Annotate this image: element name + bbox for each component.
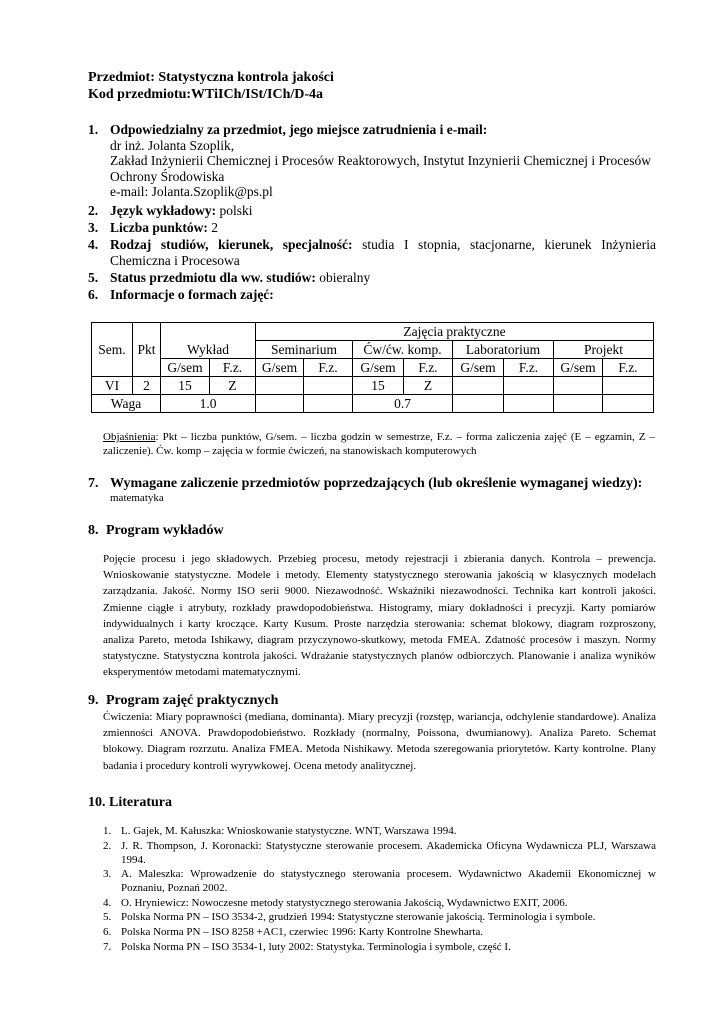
header-sem: Sem.	[92, 323, 133, 377]
section-4	[88, 237, 656, 268]
section-3-number: 3.	[88, 220, 99, 235]
row-wyklad-gsem: 15	[161, 377, 210, 395]
explanation-text: : Pkt – liczba punktów, G/sem. – liczba godzin w semestrze, F.z. – forma zaliczenia zajęć (E – egzamin, Z – zaliczenie). Ćw. komp – zajęcia w formie ćwiczeń, na stanowiskach komputerowych	[103, 431, 655, 457]
course-forms-table	[91, 322, 654, 413]
list-item-number: 4.	[103, 896, 112, 909]
list-item-text: Polska Norma PN – ISO 3534-2, grudzień 1994: Statystyczne sterowanie jakością. Terminologia i symbole.	[121, 911, 596, 924]
row-pkt: 2	[133, 377, 161, 395]
waga-empty-2	[304, 395, 353, 413]
list-item-text: Polska Norma PN – ISO 8258 +AC1, czerwiec 1996: Karty Kontrolne Shewharta.	[121, 925, 484, 938]
list-item	[103, 824, 656, 838]
list-item	[103, 910, 656, 924]
section-4-value: studia I stopnia, stacjonarne, kierunek Inżynieria Chemiczna i Procesowa	[110, 237, 656, 268]
cwiczenia-fz-header: F.z.	[404, 359, 453, 377]
section-5-value: obieralny	[315, 270, 371, 285]
header-zajecia-praktyczne: Zajęcia praktyczne	[256, 323, 654, 341]
waga-empty-5	[554, 395, 603, 413]
section-9-number: 9.	[88, 693, 99, 708]
row-laboratorium-gsem	[453, 377, 504, 395]
lecturer-email: e-mail: Jolanta.Szoplik@ps.pl	[110, 184, 273, 200]
waga-empty-3	[453, 395, 504, 413]
section-6-number: 6.	[88, 287, 99, 302]
section-1-number: 1.	[88, 122, 99, 137]
seminarium-fz-header: F.z.	[304, 359, 353, 377]
row-seminarium-fz	[304, 377, 353, 395]
section-2	[88, 203, 656, 219]
subject-title: Przedmiot: Statystyczna kontrola jakości	[88, 70, 334, 85]
list-item-number: 6.	[103, 925, 112, 938]
section-3-value: 2	[207, 220, 219, 235]
section-9-label: Program zajęć praktycznych	[106, 693, 279, 708]
section-10-heading	[88, 794, 172, 811]
waga-praktyczne: 0.7	[353, 395, 453, 413]
section-7	[88, 476, 656, 505]
projekt-gsem-header: G/sem	[554, 359, 603, 377]
section-5	[88, 270, 656, 286]
projekt-fz-header: F.z.	[603, 359, 654, 377]
literature-list	[103, 824, 656, 954]
header-projekt: Projekt	[554, 341, 654, 359]
list-item-number: 1.	[103, 825, 112, 837]
section-1-label: Odpowiedzialny za przedmiot, jego miejsce zatrudnienia i e-mail:	[110, 122, 488, 137]
section-10-label: Literatura	[109, 795, 172, 810]
waga-wyklad: 1.0	[161, 395, 256, 413]
header-cwiczenia: Ćw/ćw. komp.	[353, 341, 453, 359]
list-item	[103, 896, 656, 910]
section-6	[88, 287, 656, 303]
section-10-number: 10.	[88, 795, 106, 810]
lecture-program-text: Pojęcie procesu i jego składowych. Przebieg procesu, metody rejestracji i zbierania danych. Kontrola – prewencja. Wnioskowanie statystyczne. Modele i metody. Elementy statystycznego sterowania jakością w klasycznych modelach zarządzania. Jakość. Normy ISO serii 9000. Niezawodność. Wskaźniki niezawodności. Technika kart kontroli jakości. Zmienne ciągłe i atrybuty, rozkłady prawdopodobieństwa. Histogramy, miary dokładności i precyzji. Karty pomiarów indywidualnych i karty kroczące. Karty Kusum. Proste narzędzia sterowania: schemat blokowy, diagram rozproszony, analiza Pareto, metoda Ishikawy, diagram przyczynowo-skutkowy, metoda FMEA. Zdatność procesów i maszyn. Normy statystyczne. Statystyczna kontrola jakości. Wdrażanie statystycznych planów odbiorczych. Planowanie i analiza wyników eksperymentów metodami matematycznymi.	[103, 553, 656, 679]
list-item	[103, 925, 656, 939]
waga-empty-4	[504, 395, 554, 413]
practical-program-text: Ćwiczenia: Miary poprawności (mediana, dominanta). Miary precyzji (rozstęp, wariancja, odchylenie standardowe). Analiza zmienności ANOVA. Prawdopodobieństwo. Rozkłady (normalny, Poissona, dwumianowy). Analiza Pareto. Schemat blokowy. Diagram rozrzutu. Analiza FMEA. Metoda Nishikawy. Metoda szeregowania priorytetów. Karty kontrolne. Plany badania i procedury kontroli wyrywkowej. Ocena metody analitycznej.	[103, 711, 656, 772]
section-1	[88, 122, 656, 200]
row-sem: VI	[92, 377, 133, 395]
list-item-text: J. R. Thompson, J. Koronacki: Statystyczne sterowanie procesem. Akademicka Oficyna Wydawnicza PLJ, Warszawa 1994.	[121, 839, 656, 866]
wyklad-fz-header: F.z.	[210, 359, 256, 377]
wyklad-gsem-header: G/sem	[161, 359, 210, 377]
section-2-number: 2.	[88, 203, 99, 218]
header-seminarium: Seminarium	[256, 341, 353, 359]
lecturer-name: dr inż. Jolanta Szoplik,	[110, 137, 235, 153]
cwiczenia-gsem-header: G/sem	[353, 359, 404, 377]
list-item-number: 2.	[103, 839, 112, 852]
header-wyklad: Wykład	[161, 323, 256, 359]
list-item-text: Polska Norma PN – ISO 3534-1, luty 2002: Statystyka. Terminologia i symbole, część I.	[121, 940, 511, 953]
header-pkt: Pkt	[133, 323, 161, 377]
section-8-label: Program wykładów	[106, 523, 224, 538]
row-wyklad-fz: Z	[210, 377, 256, 395]
list-item-text: L. Gajek, M. Kałuszka: Wnioskowanie statystyczne. WNT, Warszawa 1994.	[121, 825, 457, 837]
list-item-number: 3.	[103, 868, 112, 881]
row-cwiczenia-fz: Z	[404, 377, 453, 395]
section-5-number: 5.	[88, 270, 99, 285]
section-9-heading	[88, 692, 278, 709]
list-item-number: 7.	[103, 940, 112, 953]
subject-code: Kod przedmiotu:WTiICh/ISt/ICh/D-4a	[88, 87, 324, 102]
section-6-label: Informacje o formach zajęć:	[110, 287, 274, 302]
row-laboratorium-fz	[504, 377, 554, 395]
row-projekt-fz	[603, 377, 654, 395]
lecturer-unit: Zakład Inżynierii Chemicznej i Procesów Reaktorowych, Instytut Inzynierii Chemicznej i Procesów Ochrony Środowiska	[110, 153, 651, 184]
section-5-label: Status przedmiotu dla ww. studiów:	[110, 270, 316, 285]
section-3	[88, 220, 656, 236]
seminarium-gsem-header: G/sem	[256, 359, 304, 377]
header-laboratorium: Laboratorium	[453, 341, 554, 359]
list-item	[103, 940, 656, 954]
section-4-label: Rodzaj studiów, kierunek, specjalność:	[110, 237, 353, 252]
row-cwiczenia-gsem: 15	[353, 377, 404, 395]
waga-empty-1	[256, 395, 304, 413]
section-7-value: matematyka	[110, 492, 164, 504]
section-8-number: 8.	[88, 523, 99, 538]
section-2-value: polski	[216, 203, 253, 218]
list-item-text: A. Maleszka: Wprowadzenie do statystycznego sterowania procesem. Wydawnictwo Akademii Ekonomicznej w Poznaniu, Poznań 2002.	[121, 868, 656, 895]
table-explanation	[103, 430, 655, 458]
section-7-label: Wymagane zaliczenie przedmiotów poprzedzających (lub określenie wymaganej wiedzy):	[110, 476, 643, 491]
section-4-number: 4.	[88, 237, 99, 252]
section-7-number: 7.	[88, 476, 99, 491]
list-item	[103, 867, 656, 895]
waga-label: Waga	[92, 395, 161, 413]
laboratorium-fz-header: F.z.	[504, 359, 554, 377]
explanation-label: Objaśnienia	[103, 431, 156, 443]
list-item-number: 5.	[103, 911, 112, 924]
laboratorium-gsem-header: G/sem	[453, 359, 504, 377]
row-seminarium-gsem	[256, 377, 304, 395]
row-projekt-gsem	[554, 377, 603, 395]
list-item	[103, 839, 656, 867]
waga-empty-6	[603, 395, 654, 413]
section-8-heading	[88, 522, 224, 539]
section-2-label: Język wykładowy:	[110, 203, 217, 218]
section-3-label: Liczba punktów:	[110, 220, 208, 235]
list-item-text: O. Hryniewicz: Nowoczesne metody statystycznego sterowania Jakością, Wydawnictwo EXIT, 2006.	[121, 896, 568, 909]
